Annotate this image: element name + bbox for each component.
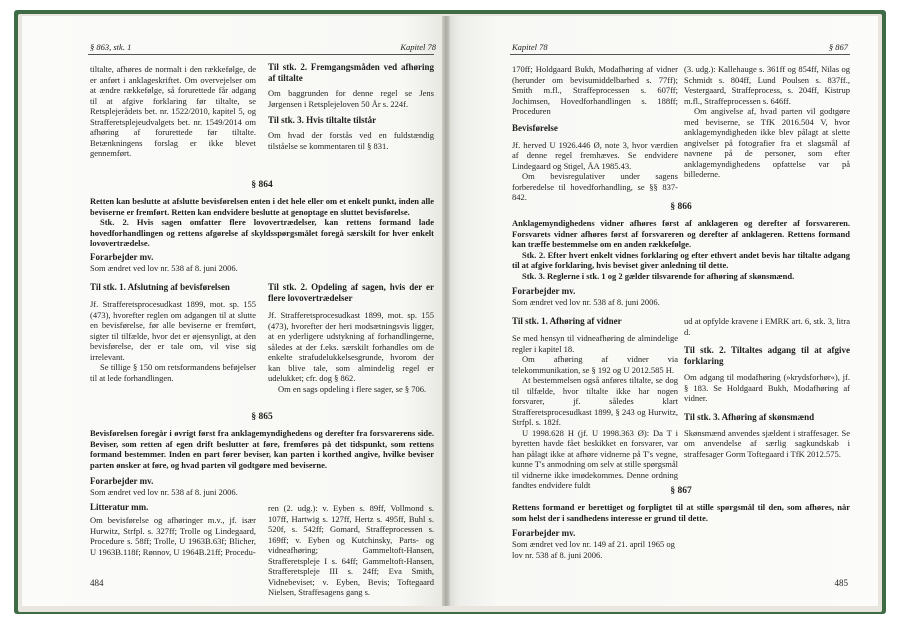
section-864-forarbejder	[90, 252, 434, 274]
subheading: Bevisførelse	[512, 122, 558, 133]
forarbejder-text: Som ændret ved lov nr. 538 af 8. juni 2006.	[90, 487, 238, 497]
section-865-litteratur	[90, 502, 256, 557]
paragraph: ud at opfylde kravene i EMRK art. 6, stk. 3, litra d.	[684, 316, 850, 337]
header-rule	[88, 54, 434, 55]
paragraph: 170ff; Holdgaard Bukh, Modafhøring af vidner (herunder om bevisumiddelbarhed s. 77ff); Smith m.fl., Straffeprocessen s. 607ff; Jochimsen, Hovedforhandlingen s. 188ff; Proceduren	[512, 64, 678, 116]
section-866-column-2	[684, 316, 850, 459]
paragraph: Om en sags opdeling i flere sager, se § 706.	[278, 383, 427, 394]
running-head-chapter: Kapitel 78	[512, 42, 548, 52]
paragraph: Om angivelse af, hvad parten vil godtgøre med beviserne, se TfK 2016.504 V, hvor anklagemyndigheden ikke blev pålagt at slette angivelser på fotografier fra et slagsmål af navnene på de personer, som efter anklagemyndighedens opfattelse var på billederne.	[684, 106, 850, 179]
paragraph: Jf. herved U 1926.446 Ø, note 3, hvor værdien af denne regel fremhæves. Se endvidere Lindegaard og Stigel, ÅA 1985.43.	[512, 139, 678, 171]
subheading: Til stk. 1. Afhøring af vidner	[512, 316, 622, 326]
left-page	[22, 16, 454, 606]
paragraph: Om afhøring af vidner via telekommunikation, se § 192 og U 2012.585 H.	[512, 354, 678, 375]
statute-text: Rettens formand er berettiget og forpligtet til at stille spørgsmål til den, som afhøres, når som helst der i sandhedens interesse er grund til dette.	[512, 502, 850, 523]
paragraph: ren (2. udg.): v. Eyben s. 89ff, Vollmond s. 107ff, Hartwig s. 127ff, Hertz s. 495ff, Buhl s. 520f, s. 542ff; Gomard, Straffeprocessen s. 169ff; v. Eyben og Kutchinsky, Parts- og vidneafhøring; Gammeltoft-Hansen, Strafferetspleje I s. 64ff; Gammeltoft-Hansen, Strafferetspleje III s. 24ff; Eva Smith, Vidnebeviset; v. Eyben, Bevis; Toftegaard Nielsen, Straffesagens gang s.	[268, 503, 434, 597]
section-867-forarbejder	[512, 528, 682, 560]
section-864-title: § 864	[251, 180, 273, 190]
section-864-column-1	[90, 282, 256, 383]
paragraph: Om baggrunden for denne regel se Jens Jørgensen i Retsplejeloven 50 År s. 224f.	[268, 88, 434, 109]
litteratur-heading: Litteratur mm.	[90, 502, 149, 512]
statute-stk3: Stk. 3. Reglerne i stk. 1 og 2 gælder tilsvarende for afhøring af skønsmænd.	[522, 270, 795, 281]
running-head-left: § 863, stk. 1	[90, 42, 132, 52]
right-page	[446, 16, 878, 606]
section-866-title: § 866	[670, 202, 692, 212]
section-866-forarbejder	[512, 286, 850, 308]
paragraph: Om adgang til modafhøring (»krydsforhør«), jf. § 183. Se Holdgaard Bukh, Modafhøring af vidner.	[684, 372, 850, 403]
section-864-column-2	[268, 282, 434, 394]
top-column-1	[512, 64, 678, 203]
forarbejder-heading: Forarbejder mv.	[90, 252, 154, 262]
section-866-column-1	[512, 316, 678, 491]
section-864-text	[90, 196, 434, 249]
subheading: Til stk. 3. Afhøring af skønsmænd	[684, 411, 815, 422]
paragraph: Skønsmænd anvendes sjældent i straffesager. Se om anvendelse af særlig sagkundskab i straffesager Gorm Toftegaard i TfK 2012.575.	[684, 427, 850, 459]
paragraph: Jf. Strafferetsprocesudkast 1899, mot. sp. 155 (473), hvorefter reglen om adgangen til at slutte en bevisførelse, før alle beviserne er fremført, sigter til tilfælde, hvor det er øjensynligt, at den bevisførelse, der er tale om, vil vise sig irrelevant.	[90, 299, 256, 362]
paragraph: U 1998.628 H (jf. U 1998.363 Ø): Da T i byretten havde fået beskikket en forsvarer, var han pålagt ikke at afhøre vidnerne på T's vegne, kunne T's anmodning om selv at stille spørgsmål til vidnerne ikke imødekommes. Denne ordning fandtes endvidere fuldt	[512, 427, 678, 490]
section-867-title: § 867	[670, 486, 692, 496]
section-866-text	[512, 218, 850, 281]
forarbejder-heading: Forarbejder mv.	[90, 476, 154, 486]
paragraph: Jf. Strafferetsprocesudkast 1899, mot. sp. 155 (473), hvorefter der heri modsætningsvis ligger, at en yderligere udstykning af forhandlingerne, således at der f.eks. særskilt forhandles om de enkelte strafudelukkelsesgrunde, hvorom der kan blive tale, som almindelig regel er udelukket; cfr. dog § 862.	[268, 310, 434, 383]
subheading: Til stk. 2. Tiltaltes adgang til at afgive forklaring	[684, 345, 850, 366]
statute-stk2: Stk. 2. Efter hvert enkelt vidnes forklaring og efter ethvert andet bevis har tiltalte adgang til at afgive forklaring, hvis beviset giver anledning til dette.	[512, 249, 850, 270]
statute-text: Retten kan beslutte at afslutte bevisførelsen enten i det hele eller om et enkelt punkt, inden alle beviserne er fremført. Retten kan endvidere beslutte at genoptage en sluttet bevisførelse.	[90, 196, 434, 217]
section-865-forarbejder	[90, 476, 256, 498]
section-865-title: § 865	[251, 412, 273, 422]
page-number: 484	[90, 578, 104, 588]
top-column-2	[684, 64, 850, 180]
paragraph: At bestemmelsen også anføres tiltalte, se dog til tilfælde, hvor tiltalte ikke har nogen forsvarer, jf. således klart Strafferetsprocesudkast 1899, § 243 og Hurwitz, Strfpl. s. 182f.	[512, 375, 678, 427]
header-rule	[510, 54, 850, 55]
forarbejder-heading: Forarbejder mv.	[512, 528, 576, 538]
forarbejder-text: Som ændret ved lov nr. 538 af 8. juni 2006.	[512, 297, 660, 307]
section-865-litteratur-cont	[268, 503, 434, 598]
section-865-text	[90, 428, 434, 470]
subheading: Til stk. 3. Hvis tiltalte tilstår	[268, 115, 377, 125]
subheading: Til stk. 2. Fremgangsmåden ved afhøring af tiltalte	[268, 62, 434, 83]
statute-stk2: Stk. 2. Hvis sagen omfatter flere lovovertrædelser, kan rettens formand lade hovedforhandlingen og rettens afgørelse af skyldsspørgsmålet foregå særskilt for hver enkelt lovovertrædelse.	[90, 217, 434, 248]
forarbejder-heading: Forarbejder mv.	[512, 286, 576, 296]
paragraph: (3. udg.): Kallehauge s. 361ff og 854ff, Nilas og Schmidt s. 804ff, Lund Poulsen s. 837ff., Vestergaard, Straffeprocess, s. 204ff, Kistrup m.fl., Straffeprocessen s. 646ff.	[684, 64, 850, 106]
paragraph: Se tillige § 150 om retsformandens beføjelser til at lede forhandlingen.	[90, 362, 256, 383]
paragraph: Om hvad der forstås ved en fuldstændig tilståelse se kommentaren til § 831.	[268, 130, 434, 151]
top-column-1	[90, 64, 256, 159]
paragraph: Om bevisførelse og afhøringer m.v., jf. især Hurwitz, Strfpl. s. 327ff; Trolle og Lindegaard, Procedure s. 58ff; Trolle, U 1963B.63f; Blicher, U 1963B.118f; Rønnov, U 1964B.21ff; Procedu-	[90, 515, 256, 557]
running-head-chapter: Kapitel 78	[400, 42, 436, 52]
subheading: Til stk. 1. Afslutning af bevisførelsen	[90, 282, 230, 292]
statute-text: Bevisførelsen foregår i øvrigt først fra anklagemyndighedens og derefter fra forsvarerens side. Beviser, som retten af egen drift beslutter at føre, fremføres på det tidspunkt, som rettens formand bestemmer. Inden en part fører beviser, kan parten i korthed angive, hvilke beviser parten ønsker at føre, og hvad parten vil godtgøre med beviserne.	[90, 428, 434, 470]
open-book	[14, 10, 886, 614]
page-number: 485	[834, 578, 848, 588]
forarbejder-text: Som ændret ved lov nr. 538 af 8. juni 2006.	[90, 263, 238, 273]
top-column-2	[268, 62, 434, 151]
paragraph: Om bevisregulativer under sagens forberedelse til hovedforhandling, se §§ 837-842.	[512, 171, 678, 202]
book-gutter	[442, 16, 450, 606]
running-head-right: § 867	[828, 42, 848, 52]
paragraph: tiltalte, afhøres de normalt i den rækkefølge, de er anført i anklageskriftet. Om overvejelser om at ændre rækkefølge, så forurettede får adgang til at afgive forklaring før tiltalte, se Retsplejerådets bet. nr. 1522/2010, kapitel 5, og Strafferetsplejeudvalgets bet. nr. 1549/2014 om afhøring af forurettede før tiltalte. Betænkningens forslag er ikke blevet gennemført.	[90, 64, 256, 158]
paragraph: Se med hensyn til vidneafhøring de almindelige regler i kapitel 18.	[512, 333, 678, 354]
section-867-text	[512, 502, 850, 523]
forarbejder-text: Som ændret ved lov nr. 149 af 21. april 1965 og lov nr. 538 af 8. juni 2006.	[512, 539, 675, 560]
statute-text: Anklagemyndighedens vidner afhøres først af anklageren og derefter af forsvareren. Forsvarets vidner afhøres først af forsvareren og derefter af anklageren. Rettens formand kan træffe bestemmelse om en anden rækkefølge.	[512, 218, 850, 249]
subheading: Til stk. 2. Opdeling af sagen, hvis der er flere lovovertrædelser	[268, 282, 434, 303]
